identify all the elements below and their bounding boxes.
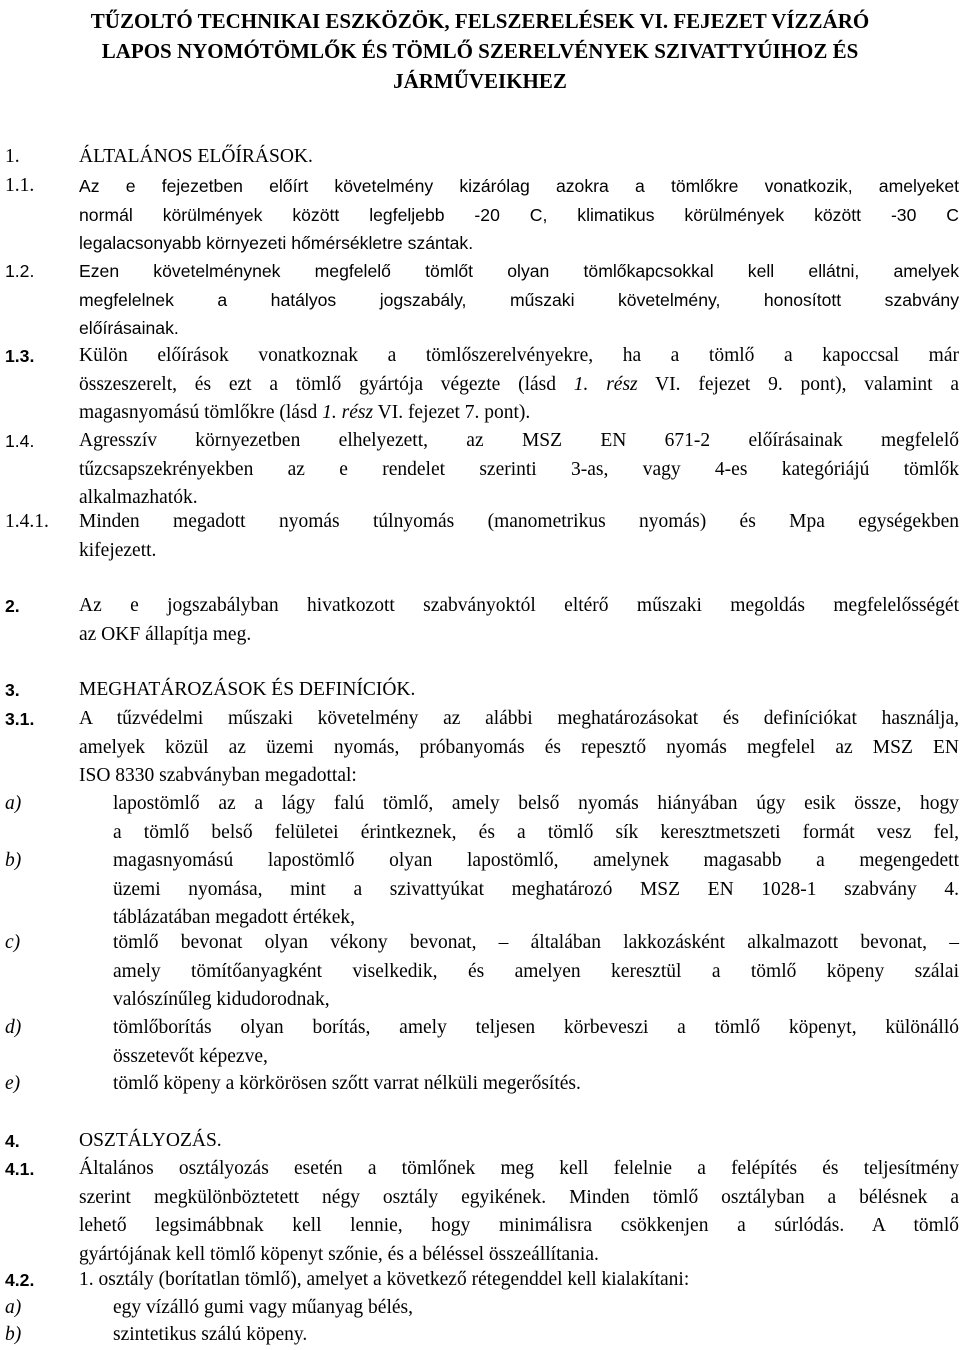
list-item-label: a) xyxy=(5,1297,22,1318)
paragraph-line: megfelelnek a hatályos jogszabály, műszaki követelmény, honosított szabvány xyxy=(79,289,959,310)
paragraph-line: A tűzvédelmi műszaki követelmény az alábbi meghatározásokat és definíciókat használja, xyxy=(79,708,959,729)
paragraph-number: 4.1. xyxy=(5,1159,35,1179)
paragraph-line: Általános osztályozás esetén a tömlőnek meg kell felelnie a felépítés és teljesítmény xyxy=(79,1158,959,1179)
paragraph-number: 1.2. xyxy=(5,261,35,281)
paragraph-number: 1.3. xyxy=(5,346,35,366)
paragraph-line: szerint megkülönböztetett négy osztály egyikének. Minden tömlő osztályban a bélésnek a xyxy=(79,1186,959,1208)
section-number: 1. xyxy=(5,146,20,167)
section-heading: MEGHATÁROZÁSOK ÉS DEFINÍCIÓK. xyxy=(79,679,416,700)
definition-label: d) xyxy=(5,1017,22,1038)
paragraph-line: előírásainak. xyxy=(79,318,179,338)
paragraph-line: Agresszív környezetben elhelyezett, az MSZ EN 671-2 előírásainak megfelelő xyxy=(79,430,959,451)
paragraph-line: összeszerelt, és ezt a tömlő gyártója végezte (lásd 1. rész VI. fejezet 9. pont), valamint a xyxy=(79,373,959,395)
definition-line: üzemi nyomása, mint a szivattyúkat meghatározó MSZ EN 1028-1 szabvány 4. xyxy=(113,878,959,900)
paragraph-line: tűzcsapszekrényekben az e rendelet szerinti 3-as, vagy 4-es kategóriájú tömlők xyxy=(79,458,959,480)
definition-line: tömlő köpeny a körkörösen szőtt varrat nélküli megerősítés. xyxy=(113,1073,581,1094)
definition-line: a tömlő belső felületei érintkeznek, és a tömlő sík keresztmetszeti formát vesz fel, xyxy=(113,821,959,843)
section-heading: OSZTÁLYOZÁS. xyxy=(79,1130,222,1151)
definition-line: tömlőborítás olyan borítás, amely teljesen körbeveszi a tömlő köpenyt, különálló xyxy=(113,1017,959,1038)
paragraph-line: kifejezett. xyxy=(79,539,157,561)
paragraph-number: 3.1. xyxy=(5,709,35,729)
definition-line: amely tömítőanyagként viselkedik, és amelyen keresztül a tömlő köpeny szálai xyxy=(113,960,959,982)
definition-label: a) xyxy=(5,793,22,814)
paragraph-line: magasnyomású tömlőkre (lásd 1. rész VI. fejezet 7. pont). xyxy=(79,402,531,423)
definition-line: lapostömlő az a lágy falú tömlő, amely belső nyomás hiányában úgy esik össze, hogy xyxy=(113,793,959,814)
definition-line: tömlő bevonat olyan vékony bevonat, – általában lakkozásként alkalmazott bevonat, – xyxy=(113,932,959,953)
section-heading: ÁLTALÁNOS ELŐÍRÁSOK. xyxy=(79,146,313,167)
paragraph-number: 4.2. xyxy=(5,1270,35,1290)
paragraph-line: 1. osztály (borítatlan tömlő), amelyet a következő rétegenddel kell kialakítani: xyxy=(79,1269,690,1290)
paragraph-line: gyártójának kell tömlő köpenyt szőnie, és a béléssel összeállítania. xyxy=(79,1243,599,1265)
document-title xyxy=(0,6,960,96)
paragraph-line: ISO 8330 szabványban megadottal: xyxy=(79,765,357,786)
paragraph-line: az OKF állapítja meg. xyxy=(79,623,252,645)
title-line-2: LAPOS NYOMÓTÖMLŐK ÉS TÖMLŐ SZERELVÉNYEK SZIVATTYÚIHOZ ÉS xyxy=(101,39,859,63)
section-number: 3. xyxy=(5,680,20,700)
definition-label: b) xyxy=(5,850,22,871)
list-item-text: szintetikus szálú köpeny. xyxy=(113,1324,308,1345)
paragraph-line: Az e fejezetben előírt követelmény kizárólag azokra a tömlőkre vonatkozik, amelyeket xyxy=(79,176,959,196)
paragraph-line: amelyek közül az üzemi nyomás, próbanyomás és repesztő nyomás megfelel az MSZ EN xyxy=(79,736,959,758)
paragraph-line: Külön előírások vonatkoznak a tömlőszerelvényekre, ha a tömlő a kapoccsal már xyxy=(79,345,959,366)
title-line-3: JÁRMŰVEIKHEZ xyxy=(393,69,567,93)
paragraph-line: alkalmazhatók. xyxy=(79,487,198,508)
paragraph-number: 1.1. xyxy=(5,175,35,196)
paragraph-line: legalacsonyabb környezeti hőmérsékletre szántak. xyxy=(79,233,474,253)
definition-line: magasnyomású lapostömlő olyan lapostömlő, amelynek magasabb a megengedett xyxy=(113,850,959,871)
paragraph-line: Az e jogszabályban hivatkozott szabványoktól eltérő műszaki megoldás megfelelősségét xyxy=(79,595,959,616)
paragraph-line: normál körülmények között legfeljebb -20 C, klimatikus körülmények között -30 C xyxy=(79,204,959,225)
title-line-1: TŰZOLTÓ TECHNIKAI ESZKÖZÖK, FELSZERELÉSEK VI. FEJEZET VÍZZÁRÓ xyxy=(90,9,870,33)
paragraph-number: 1.4. xyxy=(5,431,35,451)
definition-label: e) xyxy=(5,1073,21,1094)
paragraph-line: Minden megadott nyomás túlnyomás (manometrikus nyomás) és Mpa egységekben xyxy=(79,511,959,532)
definition-line: táblázatában megadott értékek, xyxy=(113,907,355,928)
paragraph-number: 1.4.1. xyxy=(5,511,49,532)
definition-line: valószínűleg kidudorodnak, xyxy=(113,989,330,1010)
paragraph-number: 2. xyxy=(5,596,20,616)
paragraph-line: Ezen követelménynek megfelelő tömlőt olyan tömlőkapcsokkal kell ellátni, amelyek xyxy=(79,261,959,281)
definition-label: c) xyxy=(5,932,21,953)
definition-line: összetevőt képezve, xyxy=(113,1045,268,1067)
paragraph-line: lehető legsimábbnak kell lennie, hogy minimálisra csökkenjen a súrlódás. A tömlő xyxy=(79,1215,959,1236)
list-item-text: egy vízálló gumi vagy műanyag bélés, xyxy=(113,1297,414,1318)
list-item-label: b) xyxy=(5,1324,22,1345)
section-number: 4. xyxy=(5,1131,20,1151)
